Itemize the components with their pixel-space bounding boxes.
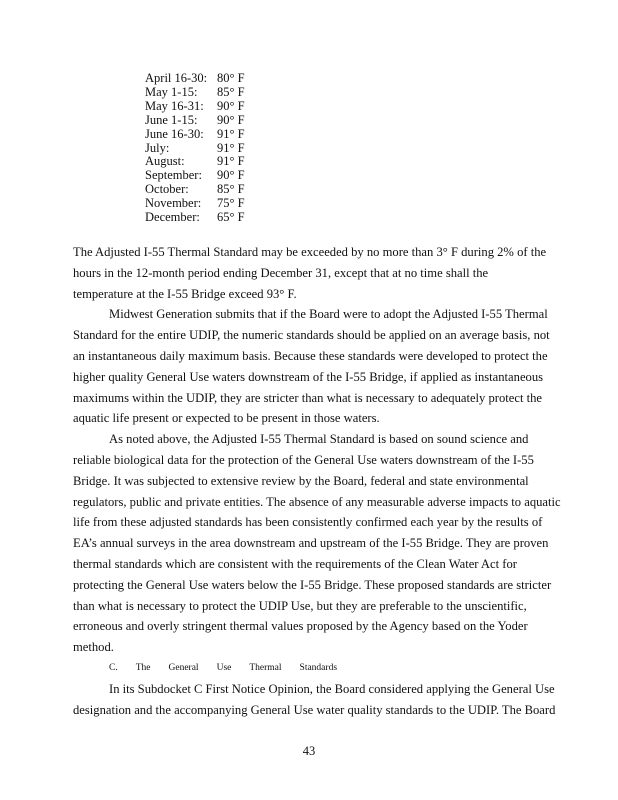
section-word: Thermal	[249, 662, 282, 673]
text-line: Bridge. It was subjected to extensive review by the Board, federal and state environmental	[73, 473, 529, 488]
section-letter: C.	[109, 662, 118, 673]
text-line: maximums within the UDIP, they are stricter than what is necessary to adequately protect the	[73, 390, 542, 405]
text-line: EA’s annual surveys in the area downstream and upstream of the I-55 Bridge. They are proven	[73, 536, 549, 551]
paragraph-adjusted-standard-basis	[73, 429, 583, 658]
temperature-value: 91° F	[217, 126, 245, 141]
text-line: an instantaneous daily maximum basis. Because these standards were developed to protect the	[73, 348, 548, 363]
temperature-period: July:	[145, 140, 170, 155]
page-number: 43	[302, 744, 316, 758]
text-line: The Adjusted I-55 Thermal Standard may be exceeded by no more than 3° F during 2% of the	[73, 245, 547, 259]
temperature-period: April 16-30:	[145, 71, 208, 85]
temperature-value: 90° F	[217, 98, 245, 113]
section-heading	[73, 658, 583, 679]
text-line: In its Subdocket C First Notice Opinion, the Board considered applying the General Use	[109, 681, 555, 696]
temperature-row	[145, 197, 257, 211]
temperature-row	[145, 211, 257, 225]
section-word: Use	[216, 662, 232, 673]
temperature-row	[145, 183, 257, 197]
paragraph-standard-exceedance	[73, 242, 583, 304]
text-line: Standard for the entire UDIP, the numeric standards should be applied on an average basis, not	[73, 328, 550, 343]
text-line: higher quality General Use waters downstream of the I-55 Bridge, if applied as instantaneous	[73, 369, 544, 384]
temperature-row	[145, 114, 257, 128]
temperature-period: June 1-15:	[145, 112, 198, 127]
temperature-value: 65° F	[217, 210, 245, 225]
text-line: aquatic life present or expected to be present in those waters.	[73, 411, 380, 426]
text-line: regulators, public and private entities. The absence of any measurable adverse impacts to aquatic	[73, 494, 561, 509]
temperature-period: May 1-15:	[145, 84, 198, 99]
temperature-row	[145, 128, 257, 142]
temperature-value: 90° F	[217, 112, 245, 127]
temperature-row	[145, 72, 257, 86]
text-line: hours in the 12-month period ending December 31, except that at no time shall the	[73, 265, 489, 280]
text-line: Midwest Generation submits that if the Board were to adopt the Adjusted I-55 Thermal	[109, 307, 548, 322]
text-line: method.	[73, 640, 114, 655]
temperature-value: 91° F	[217, 154, 245, 169]
temperature-value: 85° F	[217, 84, 245, 99]
temperature-row	[145, 100, 257, 114]
text-line: life from these adjusted standards has been consistently confirmed each year by the results of	[73, 515, 543, 530]
temperature-period: November:	[145, 196, 202, 211]
paragraph-first-notice-opinion	[73, 679, 583, 721]
text-line: temperature at the I-55 Bridge exceed 93° F.	[73, 286, 297, 301]
temperature-period: September:	[145, 168, 202, 183]
section-word: Standards	[299, 662, 338, 673]
temperature-period: June 16-30:	[145, 126, 204, 141]
temperature-value: 80° F	[217, 71, 245, 85]
section-word: General	[168, 662, 199, 673]
temperature-period: May 16-31:	[145, 98, 204, 113]
paragraph-midwest-generation-submission	[73, 304, 583, 429]
text-line: As noted above, the Adjusted I-55 Thermal Standard is based on sound science and	[109, 432, 529, 447]
temperature-value: 90° F	[217, 168, 245, 183]
text-line: designation and the accompanying General Use water quality standards to the UDIP. The Board	[73, 702, 556, 717]
temperature-period: December:	[145, 210, 200, 225]
text-line: protecting the General Use waters below the I-55 Bridge. These proposed standards are stricter	[73, 577, 552, 592]
temperature-row	[145, 155, 257, 169]
text-line: reliable biological data for the protection of the General Use waters downstream of the I-55	[73, 452, 534, 467]
section-word: The	[135, 662, 151, 673]
text-line: than what is necessary to protect the UDIP Use, but they are preferable to the unscientific,	[73, 598, 527, 613]
text-line: thermal standards which are consistent with the requirements of the Clean Water Act for	[73, 556, 517, 571]
temperature-row	[145, 86, 257, 100]
temperature-value: 91° F	[217, 140, 245, 155]
temperature-value: 75° F	[217, 196, 245, 211]
temperature-period: August:	[145, 154, 185, 169]
temperature-value: 85° F	[217, 182, 245, 197]
text-line: erroneous and overly stringent thermal values proposed by the Agency based on the Yoder	[73, 619, 528, 634]
temperature-row	[145, 142, 257, 156]
body-text	[73, 242, 583, 720]
temperature-table	[145, 72, 257, 225]
temperature-row	[145, 169, 257, 183]
temperature-period: October:	[145, 182, 189, 197]
